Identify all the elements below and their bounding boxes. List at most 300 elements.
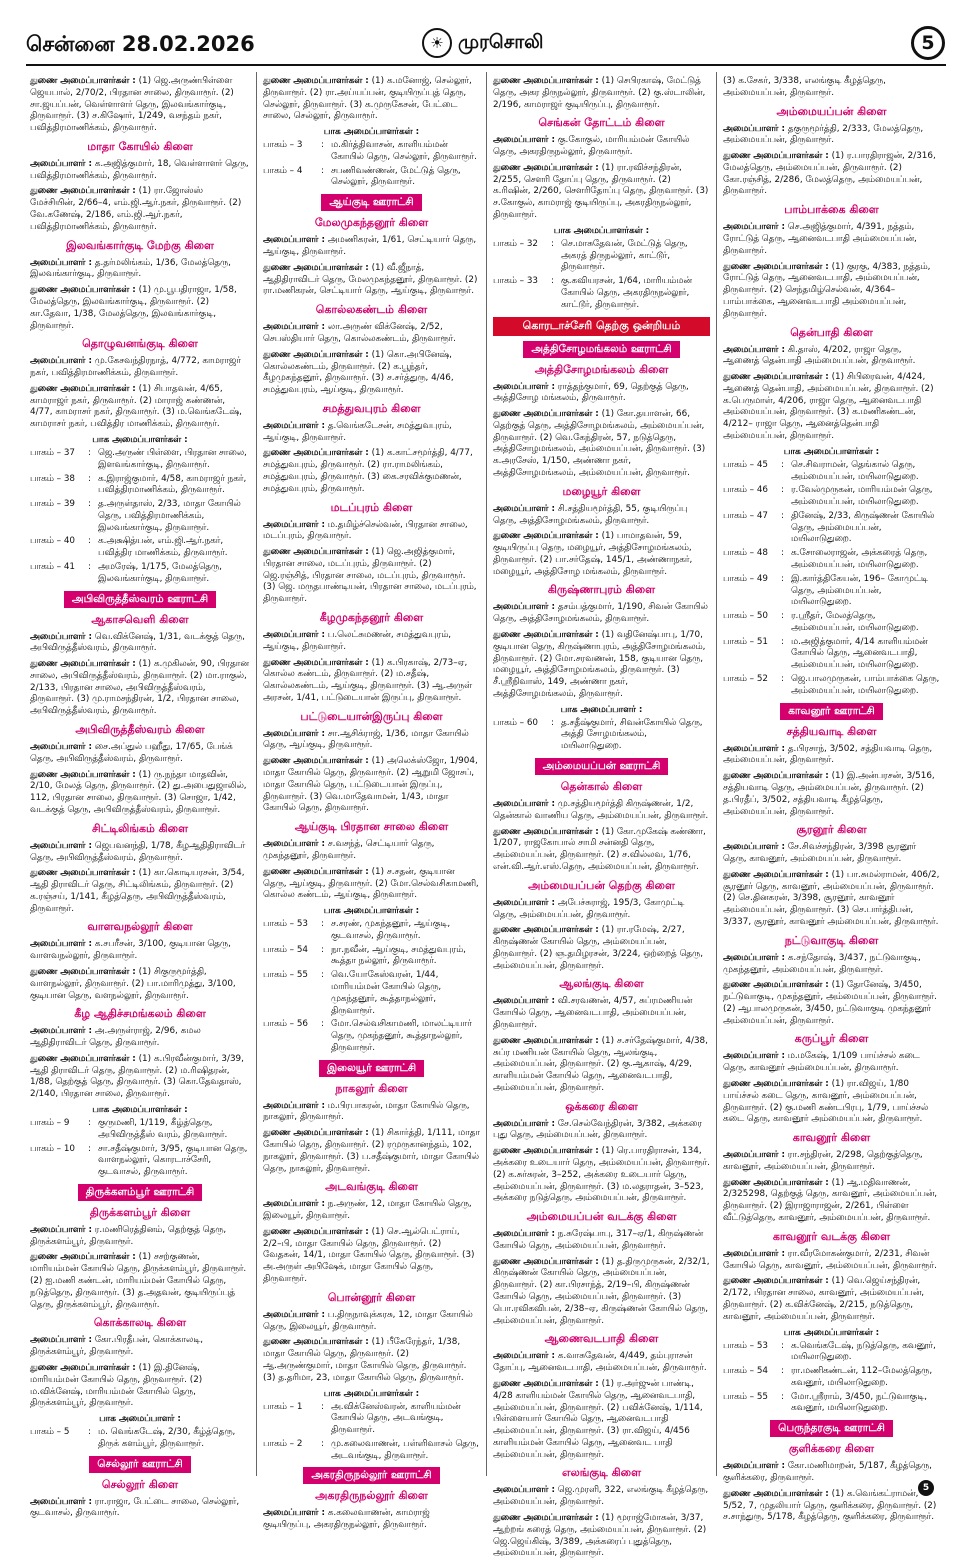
role-label: துணை அமைப்பாளர்கள் :	[723, 151, 829, 162]
role-label: அமைப்பாளர் :	[30, 840, 92, 851]
branch-heading: மழையூர் கிளை	[562, 484, 641, 498]
branch-heading: கருப்பூர் கிளை	[794, 1032, 869, 1046]
entry-text: ம.மகேஷ், 1/109 பாய்ச்சல் கடை தெரு, காவனூர் அம்மையப்பன், திருவாரூர்.	[723, 1051, 920, 1074]
entry-text: (1) சிபாதவன், 4/65, காமராஜர் நகர், திருவாரூர். (2) மாராஜ் கண்ணன், 4/77, காமராசர் நகர், திருவாரூர். (3) ம.வெங்கடேஷ், காமராசர் நகர், பவித்திர மாணிக்கம், திருவாரூர்.	[30, 383, 242, 430]
role-label: துணை அமைப்பாளர்கள் :	[30, 868, 136, 879]
entry-paragraph	[263, 1310, 480, 1334]
column-4	[716, 72, 946, 1523]
entry-text: (1) க.மனோஜ், செல்லூர், திருவாரூர். (2) ரா.அய்யப்பன், குடியிருப்புத் தெரு, செல்லூர், திருவாரூர். (3) க.முருகேசன், பேட்டை சாலை, செல்லூர், திருவாரூர்.	[263, 76, 472, 122]
entry-paragraph	[493, 1119, 710, 1143]
entry-paragraph	[723, 1079, 940, 1126]
branch-heading: அபிவிருத்தீஸ்வரம் கிளை	[75, 723, 205, 737]
booth-row	[723, 574, 940, 609]
role-label: துணை அமைப்பாளர்கள் :	[493, 531, 599, 542]
booth-separator: :	[781, 674, 784, 685]
role-label: அமைப்பாளர் :	[493, 1229, 555, 1240]
entry-paragraph	[30, 868, 250, 915]
entry-paragraph	[30, 1225, 250, 1249]
role-label: அமைப்பாளர் :	[723, 1461, 785, 1472]
branch-heading: பாம்பாக்கை கிளை	[784, 203, 879, 217]
entry-paragraph	[493, 1513, 710, 1560]
entry-text: (1) இ.தினேஷ், மாரியம்மன் கோயில் தெரு, திருவாரூர். (2) ம.விக்னேஷ், மாரியம்மன் கோயில் தெரு, திருக்களம்பூர், திருவாரூர்.	[30, 1362, 203, 1409]
entry-text: சி.சத்தியமூர்த்தி, 55, குடியிருப்பு தெரு, அத்திசோழமங்கலம், திருவாரூர்.	[493, 503, 688, 526]
branch-heading: காவனூர் கிளை	[792, 1131, 871, 1145]
role-label: துணை அமைப்பாளர்கள் :	[493, 1146, 599, 1157]
booth-text: குருமணி, 1/119, கீழ்த்தெரு, அபிவிருத்தீஸ் வரம், திருவாரூர்.	[98, 1118, 228, 1140]
entry-paragraph	[30, 632, 250, 656]
branch-heading: பொன்னூர் கிளை	[327, 1290, 416, 1304]
role-label: துணை அமைப்பாளர்கள் :	[263, 1337, 369, 1348]
entry-text: (1) க.வெங்கட்ராமன், 5/52, 7, முதலியார் தெரு, குளிக்கரை, திருவாரூர். (2) ச.சாந்துரு, 5/178, கீழத்தெரு, குளிக்கரை, திருவாரூர்.	[723, 1488, 937, 1523]
entry-text: (1) ர.அர்ஜுன் பாண்டி, 4/28 காளியம்மன் கோயில் தெரு, ஆனைவடபாதி, அம்மையப்பன், திருவாரூர். (2) பவிக்னேஷ், 1/114, பிள்ளையார் கோயில் தெரு, ஆனைவடபாதி அம்மையப்பன், திருவாரூர். (3) ரா.விஜய், 4/456 காளியம்மன் கோயில் தெரு, ஆனைவட பாதி அம்மையப்பன், திருவாரூர்.	[493, 1378, 703, 1460]
booth-number: பாகம் – 46	[723, 485, 769, 496]
booth-text: சா.சதீஷ்குமார், 3/95, குடியான தெரு, வாளநல்லூர், கொரடாச்சேரி, குடவாசல், திருவாரூர்.	[98, 1143, 248, 1178]
entry-paragraph	[493, 898, 710, 922]
booth-text: செ.சிவராமன், தெங்கால் தெரு, அம்மையப்பன், மயிலாடுதுறை.	[791, 459, 919, 482]
entry-text: த.பிரசாந், 3/502, சத்தியவாடி தெரு, அம்மையப்பன், திருவாரூர்.	[723, 743, 933, 766]
entry-paragraph	[493, 409, 710, 480]
entry-text: (1) கொ.அபினேஷ், கொல்லகண்டம், திருவாரூர். (2) க.பூந்தர், கீழமுகந்தனூர், திருவாரூர். (3) ச.சர்த்துரு, 4/46, சமத்துவபுரம், ஆய்குடி, திருவாரூர்.	[263, 349, 454, 396]
role-label: துணை அமைப்பாளர்கள் :	[30, 285, 136, 296]
branch-heading: தொழுவனங்குடி கிளை	[82, 337, 198, 351]
booth-number: பாகம் – 51	[723, 636, 769, 647]
entry-text: (1) பீகேரேந்தர், 1/38, மாதா கோயில் தெரு, திருவாரூர். (2) ஆ.அருண்குமார், மாதா கோயில் தெரு, திருவாரூர். (3) த.தரிமா, 23, மாதா கோயில் தெரு, திருவாரூர்.	[263, 1337, 467, 1383]
role-label: துணை அமைப்பாளர்கள் :	[263, 448, 369, 459]
booth-text: அ.விக்னேஸ்வரன், காளியம்மன் கோயில் தெரு, அடவங்குடி, திருவாரூர்.	[331, 1401, 461, 1436]
entry-paragraph	[723, 222, 940, 257]
entry-text: த.தர்மலிங்கம், 1/36, மேலத்தெரு, இலவங்கார்குடி, திருவாரூர்.	[30, 257, 231, 280]
booth-separator: :	[321, 919, 324, 930]
role-label: துணை அமைப்பாளர்கள் :	[493, 409, 599, 420]
booth-section-title: பாக அமைப்பாளர்கள் :	[323, 127, 420, 138]
booth-row	[723, 1392, 940, 1416]
booth-row	[723, 1341, 940, 1365]
entry-text: (1) செ.ஆல்பெட்ராய், 2/2–பி, மாதா கோயில் தெரு, திருவாரூர். (2) வேதகன், 14/1, மாதா கோயில் தெரு, திருவாரூர். (3) அ.அருள் அபிஷேக், மாதா கோயில் தெரு, திருவாரூர்.	[263, 1226, 475, 1285]
panchayat-banner: அம்மையப்பன் ஊராட்சி	[535, 758, 669, 775]
role-label: அமைப்பாளர் :	[493, 602, 555, 613]
article-columns	[26, 72, 946, 1559]
role-label: அமைப்பாளர் :	[723, 1150, 785, 1161]
booth-text: ம.அஜித்குமார், 4/14 காளியம்மன் கோயில் தெரு, ஆனைவடபாதி, அம்மையப்பன், மயிலாடுதுறை.	[791, 636, 928, 671]
booth-separator: :	[321, 970, 324, 981]
booth-section-title: பாக அமைப்பாளர்கள் :	[783, 446, 880, 457]
entry-text: சா.ஆசிக்ராஜ், 1/36, மாதா கோயில் தெரு, ஆய்குடி, திருவாரூர்.	[263, 728, 469, 751]
entry-text: (1) தோனேஷ், 3/450, நட்டுவாகுடி, முகந்தனூர், அம்மையப்பன், திருவாரூர். (2) ஆபாலமுருகன், 3/450, நட்டுவாகுடி முகந்தனூர் அம்மையப்பன், திருவாரூர்.	[723, 980, 937, 1026]
role-label: அமைப்பாளர் :	[723, 842, 785, 853]
entry-text: ராத்தந்குமார், 69, தெற்குத் தெரு, அத்திசோழ மங்கலம், திருவாரூர்.	[493, 381, 689, 404]
column-2	[256, 72, 486, 1531]
role-label: அமைப்பாளர் :	[493, 1118, 555, 1129]
entry-text: (1) அலெக்ஸ்ஜோ, 1/904, மாதா கோயில் தெரு, திருவாரூர். (2) ஆறுமி ஜோசப், மாதா கோயில் தெரு, பட்டுடையான் இருப்பு, திருவாரூர். (3) வெ.மாதேவாமன், 1/43, மாதா கோயில் தெரு, திருவாரூர்.	[263, 756, 478, 814]
booth-separator: :	[781, 573, 784, 584]
role-label: துணை அமைப்பாளர்கள் :	[723, 261, 829, 272]
booth-text: க.சோலைராஜன், அக்கரைத் தெரு, அம்மையப்பன், மயிலாடுதுறை.	[791, 548, 928, 570]
role-label: அமைப்பாளர் :	[30, 1026, 92, 1037]
paper-logo	[422, 28, 544, 58]
entry-paragraph	[493, 531, 710, 578]
booth-text: தினேஷ், 2/33, கிருஷ்ணன் கோயில் தெரு, அம்மையப்பன், மயிலாடுதுறை.	[791, 510, 935, 545]
booth-separator: :	[781, 510, 784, 521]
booth-row	[723, 511, 940, 546]
booth-text: நா.நவீன், ஆய்குடி, சமத்துவபுரம், கூத்தா நல்லூர், திருவாரூர்.	[331, 944, 466, 967]
branch-heading: அடவங்குடி கிளை	[325, 1180, 418, 1194]
panchayat-banner: அபிவிருத்தீஸ்வரம் ஊராட்சி	[64, 591, 216, 608]
entry-paragraph	[723, 124, 940, 148]
role-label: அமைப்பாளர் :	[263, 420, 325, 431]
booth-separator: :	[781, 611, 784, 622]
role-label: துணை அமைப்பாளர்கள் :	[263, 1226, 369, 1237]
entry-paragraph	[30, 841, 250, 865]
booth-number: பாகம் – 9	[30, 1118, 70, 1128]
booth-section-title: பாக அமைப்பாளர்கள் :	[783, 1327, 880, 1338]
booth-number: பாகம் – 1	[263, 1401, 303, 1412]
role-label: துணை அமைப்பாளர்கள் :	[493, 925, 599, 936]
booth-text: த.சதீஷ்குமார், சிவன்கோயில் தெரு, அத்தி சோழமங்கலம், மயிலாடுதுறை.	[561, 717, 703, 752]
entry-paragraph	[30, 939, 250, 963]
booth-row	[30, 448, 250, 472]
role-label: துணை அமைப்பாளர்கள் :	[30, 76, 136, 86]
booth-number: பாகம் – 38	[30, 473, 76, 484]
panchayat-banner: ஆய்குடி ஊராட்சி	[321, 194, 421, 211]
entry-text: ரா.வீரமோகன்குமார், 2/231, சிவன் கோயில் தெரு, காவனூர், அம்மையப்பன், திருவாரூர்.	[723, 1248, 937, 1271]
entry-paragraph	[30, 384, 250, 431]
role-label: அமைப்பாளர் :	[493, 1351, 555, 1362]
branch-heading: செல்லூர் கிளை	[101, 1477, 179, 1491]
entry-paragraph	[263, 867, 480, 902]
role-label: அமைப்பாளர் :	[30, 1496, 92, 1507]
booth-text: ம. வெங்கடேஷ், 2/30, கீழ்த்தெரு, திருக் களம்பூர், திருவாரூர்.	[98, 1427, 236, 1449]
booth-text: ர.ஸ்ரீதர், மேலத்தெரு, அம்மையப்பன், மயிலாடுதுறை.	[791, 611, 919, 633]
booth-text: ஜெ.அருண் பிள்ளை, பிரதான சாலை, இளவங்கார்குடி, திருவாரூர்.	[98, 447, 247, 470]
entry-text: (1) ச.சதன், குடியான தெரு, ஆய்குடி, திருவாரூர். (2) மோ.செல்வசிகாமணி, கொல்ல கண்டம், ஆய்குடி, திருவாரூர்.	[263, 866, 479, 901]
entry-text: க.கலைவாணன், காமராஜ் குடியிருப்பு, அகரதிருநல்லூர், திருவாரூர்.	[263, 1508, 430, 1531]
booth-text: ஜெ.பாலமுருகன், பாம்பாக்கை தெரு, அம்மையப்பன், மயிலாடுதுறை.	[791, 674, 940, 696]
entry-text: ம.தமிழ்ச்செல்வன், பிரதான சாலை, மடப்புரம், திருவாரூர்.	[263, 519, 468, 542]
entry-paragraph	[30, 742, 250, 766]
role-label: துணை அமைப்பாளர்கள் :	[723, 771, 829, 782]
entry-text: (1) செபிரகாஷ், மேட்டுத் தெரு, அகர திருநல்லூர், திருவாரூர். (2) கு.ஸ்டாலின், 2/196, காமராஜர் குடியிருப்பு, திருவாரூர்.	[493, 76, 706, 110]
booth-text: மு.கலைவாணன், பள்ளிவாசல் தெரு, அடவங்குடி, திருவாரூர்.	[331, 1438, 479, 1461]
role-label: அமைப்பாளர் :	[723, 1248, 785, 1259]
booth-separator: :	[321, 1401, 324, 1412]
entry-text: (1) க.காட்சமூர்த்தி, 4/77, சமத்துவபுரம், திருவாரூர். (2) ரா.ராமலிங்கம், சமத்துவபுரம், திருவாரூர். (3) கை.சரவிக்குமணன், சமத்துவபுரம், திருவாரூர்.	[263, 448, 473, 494]
entry-paragraph	[263, 1337, 480, 1384]
branch-heading: குளிக்கரை கிளை	[788, 1442, 875, 1456]
entry-text: ரா.ராஜா, பேட்டை சாலை, செல்லூர், குடவாசல், திருவாரூர்.	[30, 1496, 240, 1519]
entry-paragraph	[30, 1026, 250, 1050]
entry-paragraph	[723, 151, 940, 198]
entry-text: க.வாசுதேவன், 4/449, தம்புராசன் தோப்பு, ஆனைவடபாதி, அம்மையப்பன், திருவாரூர்.	[493, 1351, 707, 1374]
entry-paragraph	[493, 602, 710, 626]
booth-number: பாகம் – 5	[30, 1427, 70, 1438]
entry-paragraph	[263, 1508, 480, 1532]
booth-row	[30, 1144, 250, 1179]
role-label: அமைப்பாளர் :	[263, 1199, 325, 1210]
entry-paragraph	[493, 76, 710, 111]
branch-heading: ஆலங்குடி கிளை	[559, 977, 644, 991]
entry-text: (1) ர.பாரதிராஜன், 2/316, மேலத்தெரு, அம்மையப்பன், திருவாரூர். (2) கோ.ரஞ்சித், 2/286, மேலத்தெரு, அம்மையப்பன், திருவாரூர்.	[723, 151, 936, 197]
role-label: துணை அமைப்பாளர்கள் :	[493, 630, 599, 640]
masthead	[0, 0, 972, 66]
role-label: அமைப்பாளர் :	[493, 381, 555, 392]
booth-separator: :	[321, 944, 324, 955]
entry-paragraph	[723, 76, 940, 100]
booth-row	[723, 1366, 940, 1390]
union-banner: கொரடாச்சேரி தெற்கு ஒன்றியம்	[493, 317, 710, 336]
entry-text: ப.திருநாவுக்கரசு, 12, மாதா கோயில் தெரு, இலையூர், திருவாரூர்.	[263, 1309, 473, 1332]
branch-heading: சத்தியவாடி கிளை	[786, 724, 877, 738]
entry-text: (1) வெ.ஜெய்சந்திரன், 2/172, பிரதான சாலை, காவனூர், அம்மையப்பன், திருவாரூர். (2) க.விக்னேஷ், 2/215, நடுத்தெரு, காவனூர், அம்மையப்பன், திருவாரூர்.	[723, 1276, 925, 1322]
entry-text: (1) வதினேஷ்பாபு, 1/70, குடியான தெரு, கிருஷ்ணாபுரம், அத்திசோழமங்கலம், திருவாரூர். (2) மோ.சரவணன், 158, குடியான தெரு, மழையூர், அத்திசோழமங்கலம், திருவாரூர். (3) சீ.ஸ்ரீநிவாஸ், 149, அண்ணா நகர், அத்திசோழமங்கலம், திருவாரூர்.	[493, 630, 706, 699]
role-label: துணை அமைப்பாளர்கள் :	[723, 1488, 829, 1499]
branch-heading: மடப்புரம் கிளை	[330, 500, 413, 514]
booth-separator: :	[88, 473, 91, 484]
role-label: துணை அமைப்பாளர்கள் :	[723, 1079, 829, 1089]
branch-heading: கொல்லகண்டம் கிளை	[315, 303, 428, 317]
booth-number: பாகம் – 10	[30, 1143, 76, 1154]
booth-number: பாகம் – 50	[723, 611, 769, 622]
entry-paragraph	[723, 1461, 940, 1485]
entry-paragraph	[723, 1276, 940, 1323]
booth-text: அமரேஷ், 1/175, மேலத்தெரு, இலவங்கார்குடி, திருவாரூர்.	[98, 562, 222, 584]
booth-row	[723, 460, 940, 484]
entry-text: சே.செல்வேந்திரன், 3/382, அக்கரை புது தெரு, அம்மையப்பன், திருவாரூர்.	[493, 1118, 702, 1141]
booth-row	[723, 674, 940, 698]
entry-paragraph	[30, 1497, 250, 1521]
entry-paragraph	[493, 827, 710, 874]
branch-heading: காவனூர் வடக்கு கிளை	[772, 1229, 891, 1243]
entry-text: (1) சிகுருமூர்த்தி, வாளநல்லூர், திருவாரூர். (2) பா.மாரிமுத்து, 3/100, குடியான தெரு, வளநல்லூர், திருவாரூர்.	[30, 966, 236, 1001]
entry-paragraph	[723, 842, 940, 866]
booth-number: பாகம் – 60	[493, 717, 539, 728]
entry-paragraph	[30, 285, 250, 332]
booth-section-title: பாக அமைப்பாளர்கள் :	[92, 1105, 188, 1115]
entry-text: (1) ச.சர்தேஷ்குமார், 4/38, சுப்ர மணியன் கோயில் தெரு, ஆலங்குடி, அம்மையப்பன், திருவாரூர். (2) கு.ஆகாஷ், 4/29, காளியம்மன் கோயில் தெரு, ஆனைவடபாதி, அம்மையப்பன், திருவாரூர்.	[493, 1035, 708, 1093]
role-label: அமைப்பாளர் :	[263, 839, 325, 850]
booth-number: பாகம் – 56	[263, 1019, 309, 1030]
booth-text: மோ.ஸ்ரீராம், 3/450, நட்டுவாகுடி, கவனூர், மயிலாடுதுறை.	[791, 1391, 927, 1414]
booth-row	[30, 474, 250, 498]
entry-text: அ.அருள்ராஜ், 2/96, கமல ஆதிதிராவிடர் தெரு, திருவாரூர்.	[30, 1026, 201, 1049]
role-label: அமைப்பாளர் :	[263, 630, 325, 640]
branch-heading: ஆணைவடபாதி கிளை	[544, 1332, 659, 1346]
entry-paragraph	[30, 356, 250, 380]
booth-separator: :	[781, 1366, 784, 1377]
entry-text: ஜெ.முரளி, 322, எலங்குடி கீழத்தெரு, அம்மையப்பன், திருவாரூர்.	[493, 1485, 709, 1508]
entry-text: கு.கோகுல், மாரியம்மன் கோயில் தெரு, அகரதிருநல்லூர், திருவாரூர்.	[493, 135, 690, 158]
role-label: துணை அமைப்பாளர்கள் :	[30, 383, 136, 394]
booth-separator: :	[781, 485, 784, 496]
paper-name: முரசொலி	[458, 30, 544, 53]
booth-row	[263, 166, 480, 190]
entry-paragraph	[723, 980, 940, 1027]
booth-row	[723, 485, 940, 509]
entry-paragraph	[263, 350, 480, 397]
role-label: துணை அமைப்பாளர்கள் :	[723, 1276, 829, 1287]
entry-paragraph	[493, 1379, 710, 1461]
entry-paragraph	[723, 744, 940, 768]
booth-section-title: பாக அமைப்பாளர்கள் :	[323, 1388, 420, 1399]
booth-number: பாகம் – 39	[30, 499, 76, 510]
booth-separator: :	[88, 1118, 91, 1128]
entry-text: (1) த.திருமுருகன், 2/32/1, கிருஷ்ணன் கோயில் தெரு, அம்மையப்பன், திருவாரூர். (2) கா.பிரசாந்த், 2/19–பி, கிருஷ்ணன் கோயில் தெரு, அம்மையப்பன், திருவாரூர். (3) பொ.ரவிகவிபன், 2/38–ஏ, கிருஷ்ணன் கோயில் தெரு, அம்மையப்பன், திருவாரூர்.	[493, 1256, 710, 1326]
booth-number: பாகம் – 48	[723, 548, 769, 559]
booth-number: பாகம் – 33	[493, 276, 539, 287]
entry-text: (1) மு.பூபதிராஜா, 1/58, மேலத்தெரு, இலவங்கார்குடி, திருவாரூர். (2) கா.தேவா, 1/38, மேலத்தெரு, இலவங்கார்குடி, திருவாரூர்.	[30, 285, 237, 331]
booth-separator: :	[321, 1019, 324, 1030]
role-label: அமைப்பாளர் :	[30, 1335, 92, 1346]
role-label: துணை அமைப்பாளர்கள் :	[30, 1053, 136, 1064]
entry-paragraph	[723, 1150, 940, 1174]
booth-separator: :	[781, 459, 784, 470]
entry-text: ந.அருண், 12, மாதா கோயில் தெரு, இலையூர், திருவாரூர்.	[263, 1199, 472, 1222]
entry-text: (1) ரா.ஜோஸ்ஸ் மேச்சியின், 2/66–4, எம்.ஜி.ஆர்.நகர், திருவாரூர். (2) வே.கணேஷ், 2/186, எம்.ஜி.ஆர்.நகர், பவித்திரமாணிக்கம், திருவாரூர்.	[30, 186, 242, 232]
booth-row	[263, 1402, 480, 1437]
branch-heading: ஒக்கரை கிளை	[565, 1099, 638, 1113]
entry-paragraph	[493, 135, 710, 159]
role-label: அமைப்பாளர் :	[30, 257, 92, 268]
role-label: அமைப்பாளர் :	[723, 952, 785, 963]
entry-text: கோ.மணிமாறன், 5/187, கீழத்தெரு, குளிக்கரை, திருவாரூர்.	[723, 1461, 932, 1483]
entry-text: ப.லெட்சுமணன், சமத்துவபுரம், ஆய்குடி, திருவாரூர்.	[263, 630, 452, 652]
booth-row	[263, 945, 480, 969]
role-label: அமைப்பாளர் :	[723, 1051, 785, 1062]
role-label: அமைப்பாளர் :	[493, 503, 555, 514]
branch-heading: அம்மையப்பன் வடக்கு கிளை	[526, 1210, 677, 1224]
entry-text: (1) இ.அன்பரசன், 3/516, சத்தியவாடி தெரு, அம்மையப்பன், திருவாரூர். (2) த.பிரதீப், 3/502, சத்தியவாடி கீழத்தெரு, அம்மையப்பன், திருவாரூர்.	[723, 771, 935, 817]
entry-paragraph	[723, 1178, 940, 1225]
booth-separator: :	[781, 636, 784, 647]
role-label: துணை அமைப்பாளர்கள் :	[30, 1252, 136, 1263]
booth-text: க.அக்ஷித்யன், எம்.ஜி.ஆர்.நகர், பவித்திர மாணிக்கம், திருவாரூர்.	[98, 536, 228, 559]
entry-paragraph	[493, 799, 710, 823]
entry-paragraph	[263, 756, 480, 815]
role-label: அமைப்பாளர் :	[263, 1100, 325, 1111]
booth-row	[263, 140, 480, 164]
role-label: அமைப்பாளர் :	[263, 322, 325, 333]
role-label: அமைப்பாளர் :	[30, 158, 92, 169]
booth-text: செ.மாசுதேவன், மேட்டுத் தெரு, அகரத் திருநல்லூர், காட்டூர், திருவாரூர்.	[561, 238, 688, 273]
branch-heading: கீழமுகந்தனூர் கிளை	[319, 611, 424, 624]
panchayat-banner: பெருந்தரகுடி ஊராட்சி	[770, 1420, 893, 1437]
booth-text: ச.சரண், முகந்தனூர், ஆய்குடி, குடவாசல், திருவாரூர்.	[331, 919, 451, 941]
panchayat-banner: அத்திசோழமங்கலம் ஊராட்சி	[523, 341, 679, 358]
entry-text: (1) ரா.ரவிச்சந்திரன், 2/255, சௌரி தோப்பு தெரு, திருவாரூர். (2) க.ரிஷின், 2/260, சௌரிதோப்பு தெரு, திருவாரூர். (3) ச.கோகுல், காமராஜ் குடியிருப்பு, அகரதிருநல்லூர், திருவாரூர்.	[493, 162, 709, 221]
booth-number: பாகம் – 47	[723, 510, 769, 521]
role-label: துணை அமைப்பாளர்கள் :	[723, 980, 829, 991]
panchayat-banner: செல்லூர் ஊராட்சி	[89, 1456, 190, 1473]
booth-text: த.அருள்தாஸ், 2/33, மாதா கோயில் தெரு, பவித்திரமாணிக்கம், இலவங்கார்குடி, திருவாரூர்.	[98, 499, 241, 533]
booth-number: பாகம் – 55	[723, 1391, 769, 1402]
entry-text: ரா.சந்திரன், 2/298, தெற்குத்தெரு, காவனூர், அம்மையப்பன், திருவாரூர்.	[723, 1150, 923, 1172]
entry-paragraph	[493, 1146, 710, 1205]
entry-text: (3) க.சேகர், 3/338, எலங்குடி கீழத்தெரு, அம்மையப்பன், திருவாரூர்.	[723, 76, 886, 98]
entry-text: (1) ரா.ரமேஷ், 2/27, கிருஷ்ணன் கோயில் தெரு, அம்மையப்பன், திருவாரூர். (2) ஞ.தமிழரசன், 3/224, ஒற்றைத் தெரு, அம்மையப்பன், திருவாரூர்.	[493, 925, 703, 971]
entry-text: (1) பா.சுமல்ராமன், 406/2, சூரனூர் தெரு, காவனூர், அம்மையப்பன், திருவாரூர். (2) செ.தினகரன், 3/398, சூரனூர், காவனூர் அம்மையப்பன், திருவாரூர். (3) செ.பார்த்திபன், 3/337, சூரனூர், காவனூர் அம்மையப்பன், திருவாரூர்.	[723, 869, 940, 927]
entry-paragraph	[493, 1229, 710, 1253]
column-3	[486, 72, 716, 1559]
role-label: துணை அமைப்பாளர்கள் :	[263, 262, 369, 273]
booth-number: பாகம் – 41	[30, 562, 76, 572]
entry-text: (1) க.பிரவீன்குமார், 3/39, ஆதி திராவிடர் தெரு, திருவாரூர். (2) ம.ரிஷிதரன், 1/88, தெற்குத் தெரு, திருவாரூர். (3) கொ.தேவதாஸ், 2/140, பிரதான சாலை, திருவாரூர்.	[30, 1053, 244, 1100]
booth-number: பாகம் – 52	[723, 674, 769, 685]
booth-text: க.இராஜ்குமார், 4/58, காமராஜர் நகர், பவித்திரமாணிக்கம், திருவாரூர்.	[98, 473, 247, 496]
booth-number: பாகம் – 54	[723, 1366, 769, 1377]
booth-separator: :	[88, 536, 91, 547]
branch-heading: மேலமுகந்தனூர் கிளை	[314, 216, 429, 230]
booth-number: பாகம் – 49	[723, 573, 769, 584]
entry-text: சே.சிவச்சந்திரன், 3/398 சூரனூர் தெரு, காவனூர், அம்மையப்பன், திருவாரூர்.	[723, 842, 917, 865]
role-label: அமைப்பாளர் :	[263, 1309, 325, 1320]
booth-text: ரா.மணிகண்டன், 112–மேலத்தெரு, கவனூர், மயிலாடுதுறை.	[791, 1366, 933, 1388]
entry-text: (1) ரா.விஜய், 1/80 பாய்ச்சல் கடை தெரு, காவனூர், அம்மையப்பன், திருவாரூர். (2) கு.மணி கண்டபிரபு, 1/79, பாய்ச்சல் கடை தெரு, காவனூர் அம்மையப்பன், திருவாரூர்.	[723, 1079, 929, 1125]
entry-paragraph	[263, 448, 480, 495]
entry-paragraph	[493, 1351, 710, 1375]
entry-text: (1) ஜெ.அருண்பிள்ளை ஜெயபால், 2/70/2, பிரதான சாலை, திருவாரூர். (2) சா.ஜயப்பன், வெள்ளாளர் தெரு, இலவங்கார்குடி, திருவாரூர். (3) ச.கிஷோர், 1/249, வசந்தம் நகர், பவித்திரமாணிக்கம், திருவாரூர்.	[30, 76, 234, 134]
panchayat-banner: காவனூர் ஊராட்சி	[780, 703, 883, 720]
entry-paragraph	[263, 658, 480, 705]
role-label: துணை அமைப்பாளர்கள் :	[263, 657, 369, 668]
booth-row	[263, 970, 480, 1017]
role-label: துணை அமைப்பாளர்கள் :	[263, 76, 369, 86]
booth-number: பாகம் – 4	[263, 165, 303, 176]
branch-heading: அகரதிருநல்லூர் கிளை	[315, 1489, 428, 1503]
booth-separator: :	[781, 1340, 784, 1351]
booth-row	[723, 611, 940, 635]
branch-heading: திருக்களம்பூர் கிளை	[89, 1205, 191, 1219]
entry-paragraph	[723, 1489, 940, 1524]
entry-text: க.அஜித்குமார், 18, வெள்ளாளர் தெரு, பவித்திரமாணிக்கம், திருவாரூர்.	[30, 158, 249, 181]
booth-text: இ.கார்த்திகேயன், 196– கோமுட்டி தெரு, அம்மையப்பன், மயிலாடுதுறை.	[791, 573, 928, 608]
entry-paragraph	[263, 322, 480, 346]
role-label: துணை அமைப்பாளர்கள் :	[263, 349, 369, 360]
role-label: துணை அமைப்பாளர்கள் :	[30, 659, 136, 670]
edition-date: சென்னை 28.02.2026	[26, 32, 255, 56]
entry-paragraph	[723, 771, 940, 818]
panchayat-banner: அகரதிருநல்லூர் ஊராட்சி	[303, 1467, 439, 1484]
entry-text: (1) ஆ.மதிவாணன், 2/325298, தெற்குத் தெரு, காவனூர், அம்மையப்பன், திருவாரூர். (2) இராஜாராஜன், 2/261, பிள்ளை வீட்டுத்தெரு, காவனூர், அம்மையப்பன், திருவாரூர்.	[723, 1177, 938, 1224]
role-label: அமைப்பாளர் :	[30, 1224, 92, 1235]
role-label: அமைப்பாளர் :	[723, 344, 785, 355]
booth-separator: :	[88, 499, 91, 510]
column-1	[26, 72, 256, 1519]
role-label: துணை அமைப்பாளர்கள் :	[263, 1128, 369, 1139]
entry-text: (1) க.பிரகாஷ், 2/73–ஏ, கொல்ல கண்டம், திருவாரூர். (2) ம.சதீஷ், கொல்லகண்டம், ஆய்குடி, திருவாரூர். (3) ஆ.அருள் அரசன், 1/41, பட்டுடையான் இருப்பு, திருவாரூர்.	[263, 657, 473, 703]
booth-separator: :	[551, 238, 554, 249]
booth-text: மோ.செல்வசிகாமணி, மாலட்டியார் தெரு, முகந்தனூர், கூத்தாநல்லூர், திருவாரூர்.	[331, 1019, 472, 1053]
role-label: அமைப்பாளர் :	[723, 222, 785, 233]
entry-paragraph	[30, 186, 250, 233]
role-label: அமைப்பாளர் :	[493, 799, 555, 810]
role-label: அமைப்பாளர் :	[263, 1508, 325, 1519]
entry-paragraph	[723, 345, 940, 369]
booth-number: பாகம் – 2	[263, 1438, 303, 1449]
role-label: துணை அமைப்பாளர்கள் :	[493, 1512, 599, 1523]
booth-number: பாகம் – 45	[723, 459, 769, 470]
booth-number: பாகம் – 54	[263, 944, 309, 955]
entry-text: (1) ரு.நந்தா மாதவின், 2/10, மேலத் தெரு, திருவாரூர். (2) து.அபைதுஜாலில், 112, பிரதான சாலை, திருவாரூர். (3) சொஜா, 1/42, வடக்குத் தெரு, அபிவிருத்தீஸ்வரம், திருவாரூர்.	[30, 769, 247, 815]
entry-paragraph	[30, 258, 250, 282]
entry-text: தகுருமூர்த்தி, 2/333, மேலத்தெரு, அம்மையப்பன், திருவாரூர்.	[723, 123, 924, 146]
role-label: துணை அமைப்பாளர்கள் :	[723, 1177, 829, 1188]
footer-page-number: 5	[918, 1480, 934, 1496]
branch-heading: இலவங்கார்குடி மேற்கு கிளை	[66, 238, 214, 252]
role-label: துணை அமைப்பாளர்கள் :	[30, 966, 136, 977]
booth-section-title: பாக அமைப்பாளர்கள் :	[553, 225, 650, 236]
entry-text: மு.சத்தியமூர்த்தி கிருஷ்ணன், 1/2, தென்கால் வாணிய தெரு, அம்மையப்பன், திருவாரூர்.	[493, 799, 709, 821]
booth-number: பாகம் – 32	[493, 238, 539, 249]
entry-text: (1) க.முகிலன், 90, பிரதான சாலை, அபிவிருத்தீஸ்வரம், திருவாரூர். (2) மா.ராகுல், 2/133, பிரதான சாலை, அபிவிருத்தீஸ்வரம், திருவாரூர். (3) மு.ராமசந்திரன், 1/2, பிரதான சாலை, அபிவிருத்தீஸ்வரம், திருவாரூர்.	[30, 659, 249, 717]
